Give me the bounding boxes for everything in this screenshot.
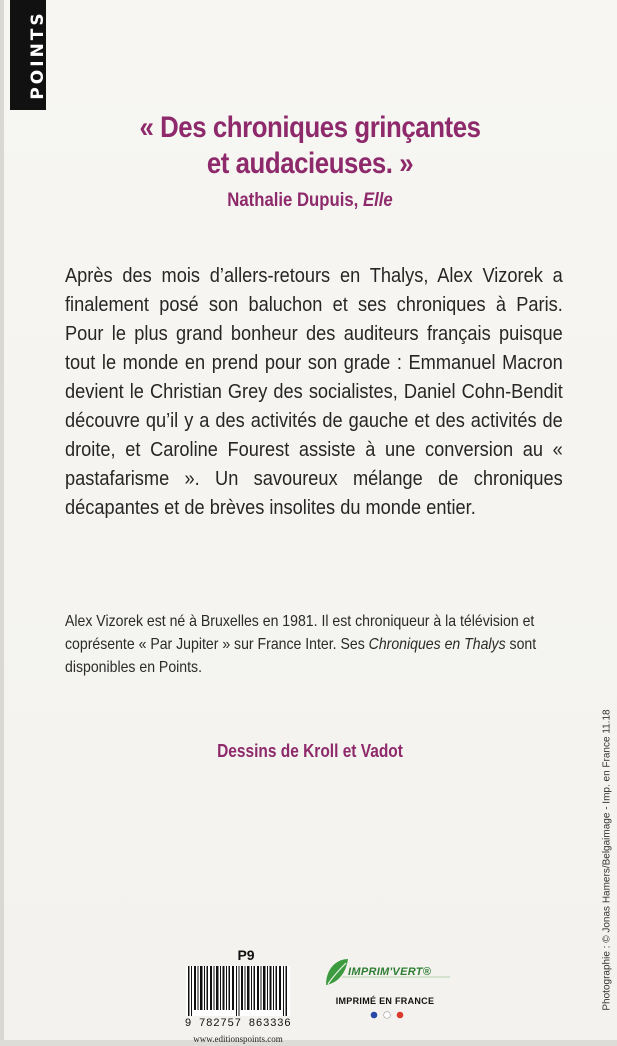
imprim-vert-subtitle: IMPRIMÉ EN FRANCE — [335, 996, 435, 1006]
book-summary: Après des mois d’allers-retours en Thalys, Alex Vizorek a finalement posé son baluchon et ses chroniques à Paris. Pour le plus grand bonheur des auditeurs français puisque tout le monde en prend pour son grade : Emmanuel Macron devient le Christian Grey des socialistes, Daniel Cohn-Bendit découvre qu’il y a des activités de gauche et des activités de droite, et Caroline Fourest assiste à une conversion au « pastafarisme ». Un savoureux mélange de chroniques décapantes et de brèves insolites du monde entier. — [65, 265, 563, 519]
barcode-icon — [186, 966, 290, 1016]
barcode-number: 9 782757 863336 — [184, 1018, 292, 1030]
points-logo — [10, 0, 46, 110]
publisher-website: www.editionspoints.com — [193, 1034, 283, 1044]
quote-attribution — [90, 190, 530, 212]
quote-line-1: « Des chroniques grinçantes — [139, 111, 481, 144]
author-bio — [65, 610, 553, 679]
page-edge-bottom — [0, 1040, 617, 1046]
press-quote — [95, 110, 525, 182]
price-code: P9 — [237, 947, 255, 963]
illustration-credits: Dessins de Kroll et Vadot — [217, 741, 403, 761]
photo-credit: Photographie : © Jonas Hamers/Belgaimage - Imp. en France 11.18 — [601, 709, 613, 1011]
bio-text-1: Alex Vizorek est né à Bruxelles en 1981. Il est chroniqueur à la télévision et coprésente « Par Jupiter » sur France Inter. Ses — [65, 613, 535, 653]
french-flag-dots-icon — [368, 1010, 408, 1020]
points-logo-text: POINTS — [28, 10, 48, 100]
quote-magazine: Elle — [362, 190, 393, 211]
quote-line-2: et audacieuses. » — [206, 147, 414, 180]
bio-book-title: Chroniques en Thalys — [368, 636, 506, 653]
bio-text-2: sont disponibles en Points. — [65, 636, 537, 676]
imprim-vert-name: IMPRIM'VERT® — [348, 966, 432, 978]
quote-author: Nathalie Dupuis, — [227, 190, 359, 211]
page-edge — [0, 0, 4, 1046]
